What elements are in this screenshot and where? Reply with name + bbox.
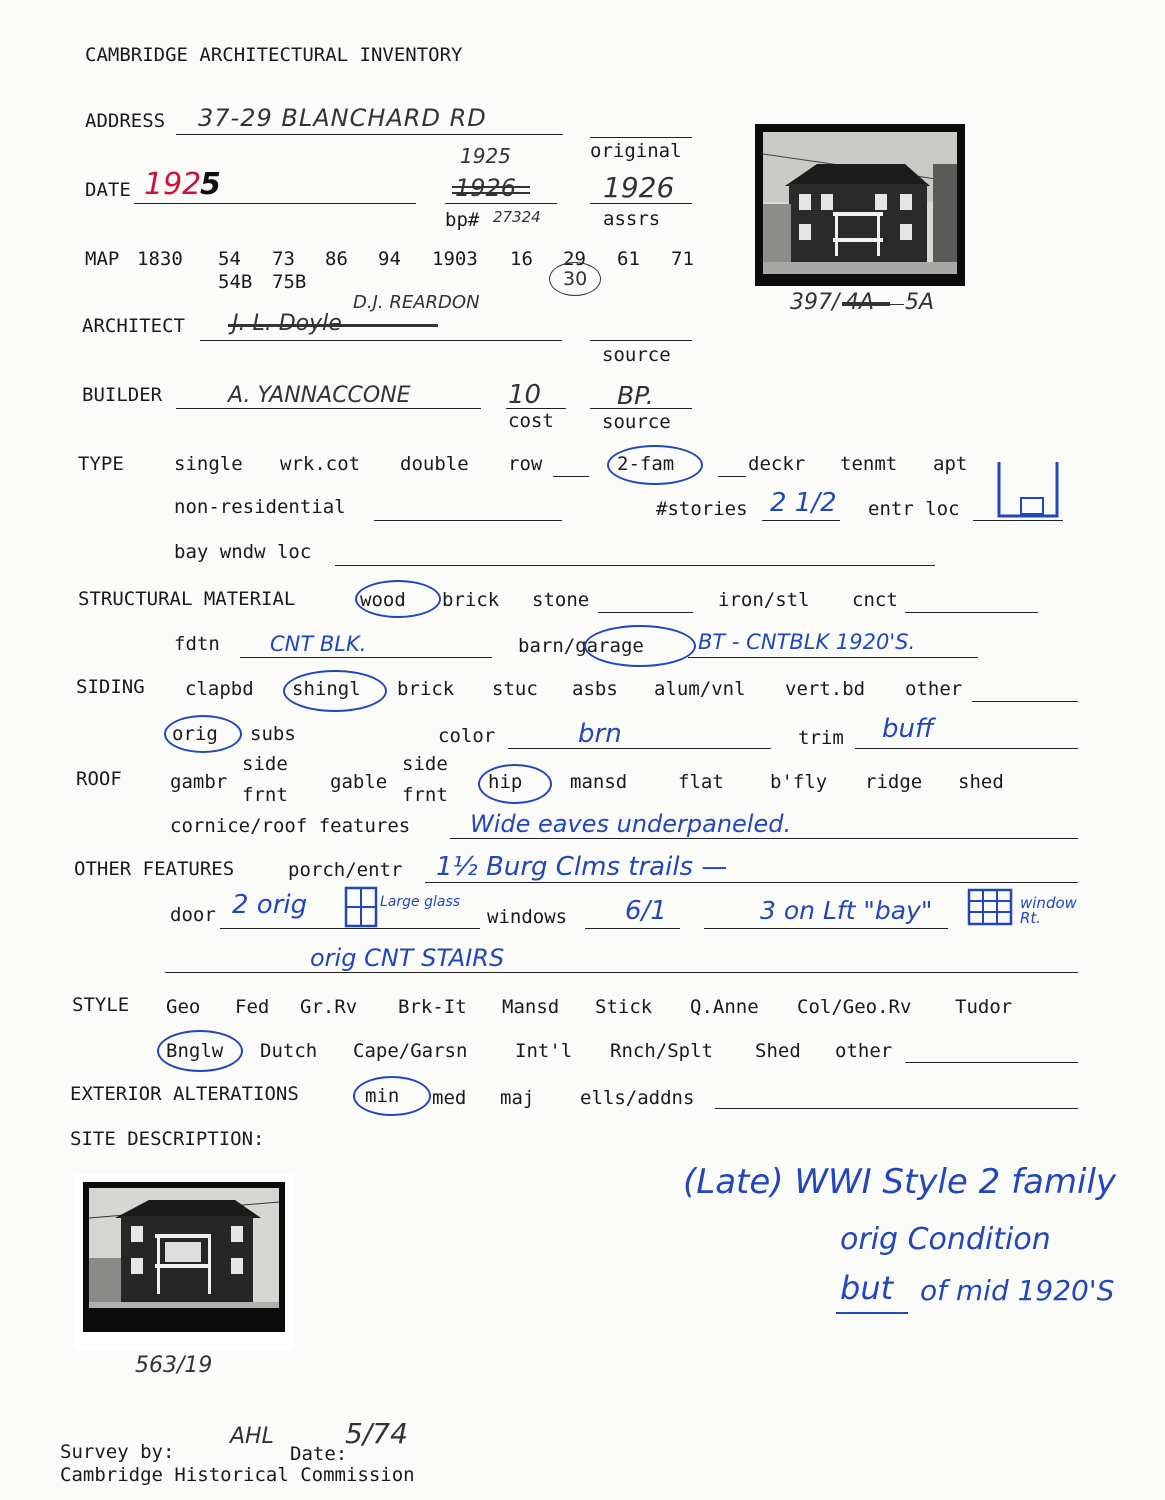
type-2fam-circle: [607, 445, 703, 485]
map-year: 54: [218, 248, 241, 270]
builder-source-value: BP.: [617, 381, 654, 410]
color-label: color: [438, 725, 496, 747]
style-option: Stick: [595, 996, 653, 1018]
map-year: 61: [617, 248, 640, 270]
date-strike-1: [452, 186, 530, 188]
entr-loc-line: [973, 520, 1063, 521]
date-crossed: 1926: [455, 174, 517, 202]
alterations-option: min: [365, 1085, 400, 1107]
barn-value: BT - CNTBLK 1920'S.: [698, 630, 916, 654]
site-note-2: orig Condition: [840, 1222, 1051, 1257]
architect-source-line: [590, 340, 692, 341]
builder-cost-line: [506, 408, 566, 409]
trim-line: [855, 748, 1078, 749]
bay-window-label: bay wndw loc: [174, 541, 312, 563]
door-grid-sketch: [343, 885, 379, 929]
alterations-min-circle: [353, 1076, 431, 1116]
roof-option: ridge: [865, 771, 923, 793]
style-option: Shed: [755, 1040, 801, 1062]
structural-label: STRUCTURAL MATERIAL: [78, 588, 296, 610]
type-option: apt: [933, 453, 968, 475]
bp-label: bp#: [445, 209, 480, 231]
type-option: tenmt: [840, 453, 898, 475]
roof-label: ROOF: [76, 768, 122, 790]
photo-top-caption-dash: [884, 304, 904, 305]
form-title: CAMBRIDGE ARCHITECTURAL INVENTORY: [85, 44, 463, 66]
cornice-label: cornice/roof features: [170, 815, 411, 837]
style-bnglw-circle: [157, 1030, 243, 1072]
style-option: Col/Geo.Rv: [797, 996, 912, 1018]
style-option: Brk-It: [398, 996, 467, 1018]
style-label: STYLE: [72, 994, 130, 1016]
entr-loc-label: entr loc: [868, 498, 960, 520]
architect-label: ARCHITECT: [82, 315, 185, 337]
type-label: TYPE: [78, 453, 124, 475]
structural-wood-circle: [355, 580, 441, 618]
date-label: DATE: [85, 179, 131, 201]
color-line: [508, 748, 771, 749]
style-option: Dutch: [260, 1040, 318, 1062]
style-option: Gr.Rv: [300, 996, 358, 1018]
photo-bottom: [75, 1174, 293, 1350]
style-option: Geo: [166, 996, 201, 1018]
site-description-label: SITE DESCRIPTION:: [70, 1128, 265, 1150]
roof-option: b'fly: [770, 771, 828, 793]
footer-date-value: 5/74: [345, 1417, 408, 1450]
siding-option: stuc: [492, 678, 538, 700]
map-year: 1903: [432, 248, 478, 270]
structural-option: brick: [442, 589, 500, 611]
date-strike-2: [452, 192, 530, 194]
builder-source-line: [590, 408, 692, 409]
assrs-line: [590, 203, 692, 204]
map-year: 16: [510, 248, 533, 270]
date-corrected: 1925: [460, 144, 511, 168]
structural-option: stone: [532, 589, 590, 611]
photo-top: [755, 124, 965, 286]
type-option: 2-fam: [617, 453, 675, 475]
architect-value: D.J. REARDON: [353, 292, 480, 313]
siding-orig: orig: [172, 723, 218, 745]
architect-source-label: source: [602, 344, 671, 366]
roof-gambr: gambr: [170, 771, 228, 793]
cornice-line: [450, 838, 1078, 839]
builder-label: BUILDER: [82, 384, 163, 406]
alterations-option: med: [432, 1087, 467, 1109]
address-value: 37-29 BLANCHARD RD: [198, 104, 487, 132]
siding-option: asbs: [572, 678, 618, 700]
stories-line: [762, 520, 840, 521]
non-residential-label: non-residential: [174, 496, 346, 518]
map-label: MAP: [85, 248, 120, 270]
map-year: 73: [272, 248, 295, 270]
map-year: 71: [671, 248, 694, 270]
roof-gable-side: side: [402, 753, 448, 775]
builder-value: A. YANNACCONE: [228, 383, 411, 408]
roof-option: shed: [958, 771, 1004, 793]
map-year: 86: [325, 248, 348, 270]
porch-label: porch/entr: [288, 859, 403, 881]
roof-gambr-frnt: frnt: [242, 784, 288, 806]
siding-option: alum/vnl: [654, 678, 746, 700]
fdtn-label: fdtn: [174, 633, 220, 655]
alterations-label: EXTERIOR ALTERATIONS: [70, 1083, 299, 1105]
style-option: other: [835, 1040, 893, 1062]
site-note-1: (Late) WWI Style 2 family: [683, 1162, 1117, 1202]
siding-shingl-circle: [283, 670, 387, 712]
extra-value: orig CNT STAIRS: [310, 944, 505, 972]
alterations-line: [715, 1108, 1078, 1109]
roof-gable: gable: [330, 771, 388, 793]
style-option: Mansd: [502, 996, 560, 1018]
siding-option: clapbd: [185, 678, 254, 700]
extra-line: [165, 972, 1078, 973]
siding-option: shingl: [292, 678, 361, 700]
alterations-option: maj: [500, 1087, 535, 1109]
map-circled-value: 30: [563, 268, 588, 290]
builder-cost-label: cost: [508, 410, 554, 432]
original-line: [590, 137, 692, 138]
photo-top-caption: 397/: [790, 290, 840, 315]
structural-option: cnct: [852, 589, 898, 611]
door-note: Large glass: [380, 894, 461, 910]
builder-line: [176, 408, 481, 409]
cnct-line: [905, 612, 1038, 613]
assrs-value: 1926: [603, 171, 675, 204]
type-option: double: [400, 453, 469, 475]
site-note-underline: [836, 1312, 908, 1314]
bay-window-line: [335, 565, 935, 566]
roof-option: mansd: [570, 771, 628, 793]
windows-note: 3 on Lft "bay": [760, 896, 933, 925]
architect-line: [200, 340, 562, 341]
photo-top-caption-crossed: 4A: [845, 290, 875, 315]
address-label: ADDRESS: [85, 110, 166, 132]
fdtn-value: CNT BLK.: [270, 632, 367, 656]
style-other-line: [905, 1062, 1078, 1063]
architect-strike: [228, 324, 438, 327]
windows-line: [585, 928, 680, 929]
stone-line: [598, 612, 693, 613]
color-value: brn: [578, 719, 622, 749]
door-label: door: [170, 904, 216, 926]
bp-line: [445, 203, 557, 204]
barn-label: barn/garage: [518, 635, 644, 657]
barn-line: [688, 657, 978, 658]
roof-gambr-side: side: [242, 753, 288, 775]
site-note-3a: but: [840, 1269, 894, 1307]
site-note-3b: of mid 1920'S: [920, 1274, 1115, 1307]
footer-date-label: Date:: [290, 1443, 348, 1465]
window-rt-note: window Rt.: [1020, 894, 1077, 927]
original-label: original: [590, 140, 682, 162]
type-option: deckr: [748, 453, 806, 475]
style-option: Fed: [235, 996, 270, 1018]
siding-option: vert.bd: [785, 678, 866, 700]
architect-crossed: J. L. Doyle: [232, 311, 342, 336]
commission-name: Cambridge Historical Commission: [60, 1464, 415, 1486]
stories-label: #stories: [656, 498, 748, 520]
windows-line-2: [704, 928, 948, 929]
roof-option: hip: [488, 771, 523, 793]
trim-value: buff: [882, 714, 934, 744]
window-grid-sketch: [966, 887, 1014, 927]
style-option: Bnglw: [166, 1040, 224, 1062]
map-year: 75B: [272, 271, 307, 293]
address-line: [176, 134, 563, 135]
photo-bottom-caption: 563/19: [135, 1353, 213, 1378]
windows-label: windows: [487, 906, 568, 928]
siding-subs: subs: [250, 723, 296, 745]
cornice-value: Wide eaves underpaneled.: [470, 810, 792, 838]
roof-gable-frnt: frnt: [402, 784, 448, 806]
door-value: 2 orig: [232, 890, 308, 920]
style-option: Cape/Garsn: [353, 1040, 468, 1062]
roof-option: flat: [678, 771, 724, 793]
date-value-prefix: 192: [144, 167, 202, 202]
map-year: 94: [378, 248, 401, 270]
bp-value: 27324: [493, 208, 541, 226]
siding-option: other: [905, 678, 963, 700]
photo-top-strike: [842, 302, 890, 306]
survey-value: AHL: [230, 1424, 274, 1449]
type-option: wrk.cot: [280, 453, 361, 475]
alterations-option: ells/addns: [580, 1087, 695, 1109]
map-year: 1830: [137, 248, 183, 270]
date-line: [134, 203, 416, 204]
assrs-label: assrs: [603, 208, 661, 230]
type-deckr-line: [718, 476, 746, 477]
siding-label: SIDING: [76, 676, 145, 698]
porch-line: [425, 882, 1078, 883]
style-option: Tudor: [955, 996, 1013, 1018]
type-option: single: [174, 453, 243, 475]
trim-label: trim: [798, 727, 844, 749]
siding-option: brick: [397, 678, 455, 700]
siding-other-line: [972, 701, 1078, 702]
date-value-suffix: 5: [200, 167, 221, 202]
porch-value: 1½ Burg Clms trails —: [436, 852, 728, 882]
survey-label: Survey by:: [60, 1441, 175, 1463]
other-features-label: OTHER FEATURES: [74, 858, 235, 880]
builder-source-label: source: [602, 411, 671, 433]
map-year: 54B: [218, 271, 253, 293]
entr-loc-sketch: [995, 458, 1061, 520]
style-option: Int'l: [515, 1040, 573, 1062]
windows-value: 6/1: [625, 896, 667, 926]
roof-hip-circle: [478, 764, 552, 804]
garage-circle: [584, 625, 696, 667]
map-year: 29: [563, 248, 586, 270]
fdtn-line: [240, 657, 492, 658]
siding-orig-circle: [164, 715, 242, 753]
type-option: row: [508, 453, 543, 475]
stories-value: 2 1/2: [770, 488, 837, 518]
structural-option: iron/stl: [718, 589, 810, 611]
non-residential-line: [374, 520, 562, 521]
type-row-line: [553, 476, 589, 477]
structural-option: wood: [360, 589, 406, 611]
style-option: Rnch/Splt: [610, 1040, 713, 1062]
photo-top-caption-end: 5A: [905, 290, 935, 315]
style-option: Q.Anne: [690, 996, 759, 1018]
builder-cost-value: 10: [508, 380, 542, 410]
